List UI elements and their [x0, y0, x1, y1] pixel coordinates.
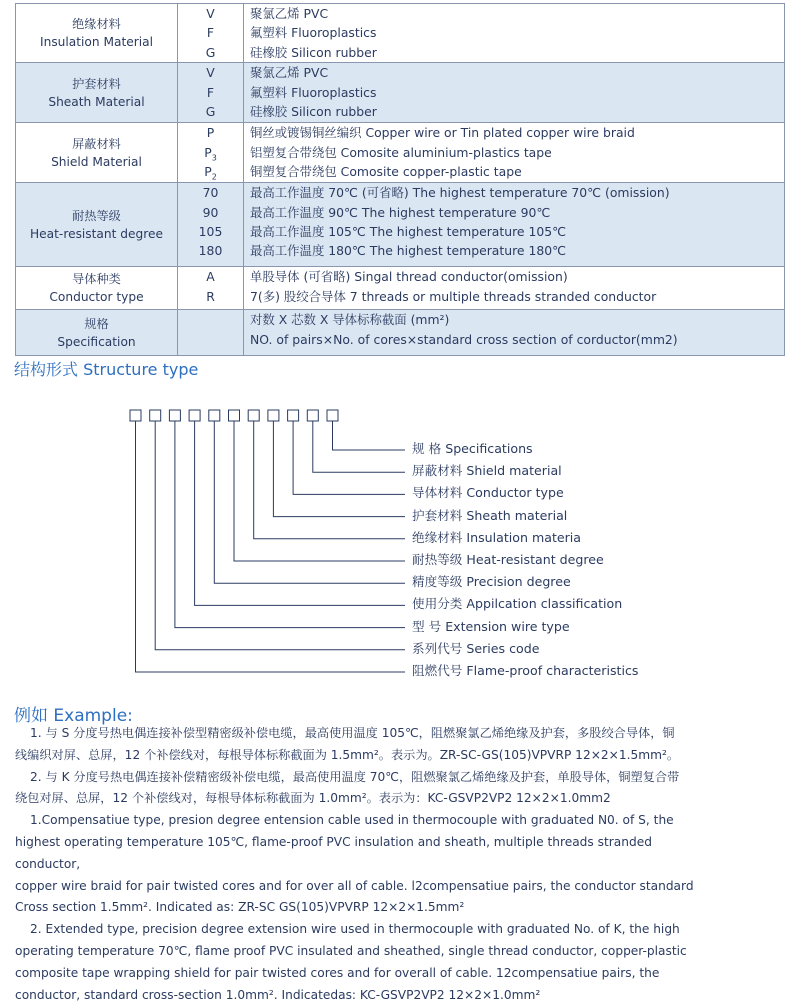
row-label-cell — [16, 63, 178, 123]
code-subscript: 2 — [211, 172, 217, 182]
connector-line — [333, 421, 406, 450]
example-line: operating temperature 70℃, flame proof PVC insulated and sheathed, single thread conductor, copper-plastic — [15, 943, 687, 958]
code-box — [288, 410, 299, 421]
table-row — [16, 267, 785, 310]
code-box — [248, 410, 259, 421]
example-heading: 例如 Example: — [14, 706, 133, 726]
row-code-cell — [178, 4, 244, 63]
example-line: 绕包对屏、总屏，12 个补偿线对，每根导体标称截面为 1.0mm²。表示为：KC-GSVP2VP2 12×2×1.0mm2 — [15, 791, 611, 806]
row-label-cell — [16, 267, 178, 310]
structure-label: 型 号 Extension wire type — [412, 618, 570, 634]
connector-line — [175, 421, 405, 628]
code-value: V — [206, 65, 215, 81]
code-subscript: 3 — [211, 153, 217, 163]
row-label-cn: 护套材料 — [72, 76, 121, 91]
desc-line: 单股导体 (可省略) Singal thread conductor(omission) — [250, 269, 568, 285]
row-desc-cell — [244, 4, 785, 63]
table-row — [16, 63, 785, 123]
desc-line: 最高工作温度 180℃ The highest temperature 180℃ — [250, 243, 567, 259]
code-value: R — [206, 288, 215, 304]
desc-line: 7(多) 股绞合导体 7 threads or multiple threads stranded conductor — [250, 288, 657, 304]
connector-line — [136, 421, 406, 672]
code-value: 70 — [202, 185, 219, 201]
desc-line: 最高工作温度 105℃ The highest temperature 105℃ — [250, 224, 567, 240]
connector-line — [313, 421, 405, 472]
desc-line: 硅橡胶 Silicon rubber — [250, 104, 377, 120]
code-value: G — [205, 44, 216, 60]
row-label-cell — [16, 310, 178, 356]
example-line: 2. Extended type, precision degree extension wire used in thermocouple with graduated No. of K, the high — [30, 922, 680, 937]
connector-line — [293, 421, 405, 494]
row-label-cell — [16, 183, 178, 267]
structure-label: 阻燃代号 Flame-proof characteristics — [412, 663, 639, 678]
desc-line: 铝塑复合带绕包 Comosite aluminium-plastics tape — [250, 144, 552, 160]
row-label-cell — [16, 4, 178, 63]
code-box — [169, 410, 180, 421]
connector-line — [254, 421, 405, 539]
row-label-cn: 规格 — [84, 316, 109, 331]
row-code-cell — [178, 123, 244, 183]
connector-line — [195, 421, 405, 605]
desc-line: 氟塑料 Fluoroplastics — [250, 84, 377, 100]
row-code-cell — [178, 310, 244, 356]
code-value: V — [206, 6, 215, 21]
desc-line: 最高工作温度 90℃ The highest temperature 90℃ — [250, 204, 551, 220]
code-value: $P_2$ — [204, 164, 217, 182]
example-line: 1. 与 S 分度号热电偶连接补偿型精密级补偿电缆，最高使用温度 105℃，阻燃聚氯乙烯绝缘及护套，多股绞合导体，铜 — [30, 726, 675, 740]
code-box — [209, 410, 220, 421]
structure-label: 护套材料 Sheath material — [412, 507, 568, 523]
spec-table-body — [16, 4, 785, 356]
row-label-en: Sheath Material — [48, 94, 145, 109]
row-label-en: Heat-resistant degree — [30, 226, 163, 241]
desc-line: 聚氯乙烯 PVC — [250, 6, 329, 21]
row-desc-cell — [244, 123, 785, 183]
structure-label: 屏蔽材料 Shield material — [412, 463, 562, 479]
structure-label: 规 格 Specifications — [412, 441, 533, 456]
row-label-cn: 耐热等级 — [72, 208, 121, 223]
row-label-en: Shield Material — [51, 154, 142, 169]
code-box — [189, 410, 200, 421]
row-label-en: Conductor type — [49, 290, 144, 305]
desc-line: 聚氯乙烯 PVC — [250, 65, 329, 81]
code-value: 90 — [202, 204, 219, 220]
desc-line: 铜塑复合带绕包 Comosite copper-plastic tape — [250, 164, 522, 180]
example-line: 线编织对屏、总屏，12 个补偿线对，每根导体标称截面为 1.5mm²。表示为。ZR-SC-GS(105)VPVRP 12×2×1.5mm²。 — [15, 747, 680, 762]
code-value: 180 — [198, 243, 223, 259]
table-row — [16, 183, 785, 267]
row-code-cell — [178, 63, 244, 123]
code-value: A — [206, 269, 215, 285]
table-row — [16, 123, 785, 183]
row-label-cell — [16, 123, 178, 183]
code-value: $P_3$ — [204, 144, 217, 163]
row-label-en: Specification — [57, 334, 136, 349]
example-line: composite tape wrapping shield for pair twisted cores and for overall of cable. 12compensatiue pairs, the — [15, 965, 660, 980]
example-line: copper wire braid for pair twisted cores and for over all of cable. l2compensatiue pairs, the conductor standard — [15, 878, 694, 893]
desc-line: NO. of pairs×No. of cores×standard cross section of corductor(mm2) — [250, 331, 678, 347]
row-desc-cell — [244, 63, 785, 123]
desc-line: 最高工作温度 70℃ (可省略) The highest temperature 70℃ (omission) — [250, 185, 670, 201]
example-line: Cross section 1.5mm². Indicated as: ZR-SC GS(105)VPVRP 12×2×1.5mm² — [15, 900, 465, 915]
code-box — [130, 410, 141, 421]
code-value: F — [206, 25, 215, 41]
desc-line: 铜丝或镀锡铜丝编织 Copper wire or Tin plated copper wire braid — [250, 125, 635, 141]
desc-line: 硅橡胶 Silicon rubber — [250, 44, 377, 60]
code-box — [327, 410, 338, 421]
example-line: 1.Compensatiue type, presion degree entension cable used in thermocouple with graduated N0. of S, the — [30, 813, 674, 828]
connector-line — [214, 421, 405, 583]
code-value: F — [206, 84, 215, 100]
row-code-cell — [178, 267, 244, 310]
code-box — [229, 410, 240, 421]
row-desc-cell — [244, 267, 785, 310]
row-desc-cell — [244, 183, 785, 267]
structure-label: 耐热等级 Heat-resistant degree — [412, 552, 604, 567]
structure-label: 精度等级 Precision degree — [412, 574, 571, 590]
spec-table — [15, 3, 785, 356]
structure-label: 导体材料 Conductor type — [412, 485, 564, 501]
code-value: 105 — [198, 224, 223, 240]
row-label-cn: 绝缘材料 — [72, 17, 121, 32]
connector-line — [155, 421, 405, 650]
desc-line: 对数 X 芯数 X 导体标称截面 (mm²) — [250, 312, 450, 328]
row-code-cell — [178, 183, 244, 267]
code-value: G — [205, 104, 216, 120]
structure-label: 绝缘材料 Insulation materia — [412, 529, 582, 545]
row-label-en: Insulation Material — [40, 35, 153, 50]
example-line: conductor, standard cross-section 1.0mm². Indicatedas: KC-GSVP2VP2 12×2×1.0mm² — [15, 987, 541, 1002]
table-row — [16, 4, 785, 63]
example-line: highest operating temperature 105℃, flame-proof PVC insulation and sheath, multiple threads stranded — [15, 834, 652, 849]
code-box — [268, 410, 279, 421]
table-row — [16, 310, 785, 356]
desc-line: 氟塑料 Fluoroplastics — [250, 25, 377, 41]
row-desc-cell — [244, 310, 785, 356]
example-line: 2. 与 K 分度号热电偶连接补偿精密级补偿电缆，最高使用温度 70℃，阻燃聚氯乙烯绝缘及护套，单股导体，铜塑复合带 — [30, 769, 680, 784]
code-box — [307, 410, 318, 421]
code-box — [150, 410, 161, 421]
row-label-cn: 导体种类 — [72, 272, 121, 287]
structure-label: 使用分类 Appilcation classification — [412, 596, 623, 612]
structure-heading: 结构形式 Structure type — [14, 360, 199, 379]
example-text — [15, 723, 787, 1006]
structure-diagram — [0, 400, 420, 690]
row-label-cn: 屏蔽材料 — [72, 136, 121, 151]
connector-line — [234, 421, 405, 561]
structure-label: 系列代号 Series code — [412, 640, 540, 656]
code-value: P — [206, 125, 215, 141]
example-line: conductor, — [15, 856, 81, 871]
